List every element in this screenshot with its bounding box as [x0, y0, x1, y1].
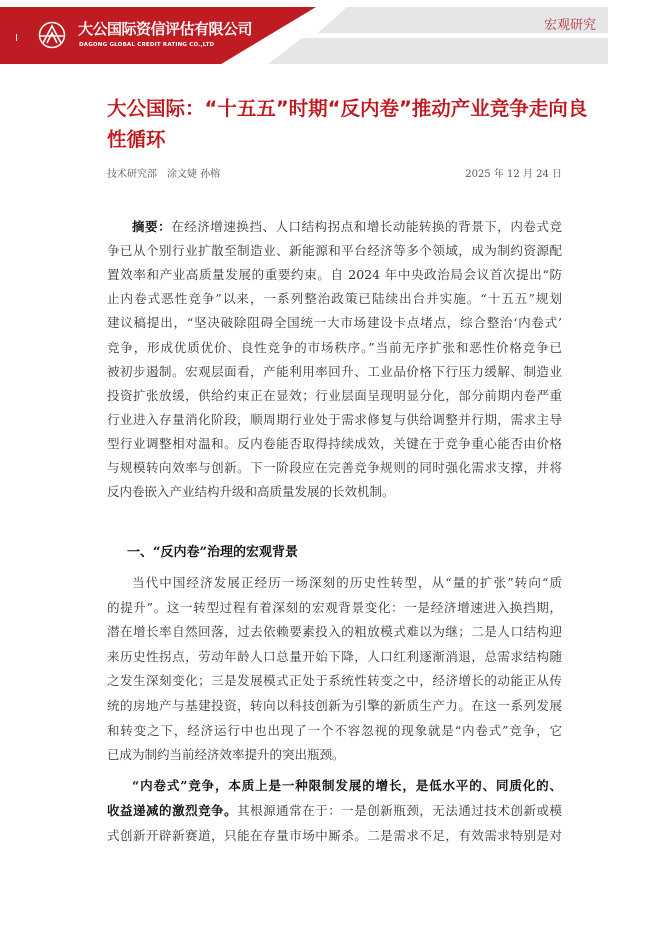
paragraph-line: [107, 460, 562, 476]
body-text: 行业进入存量消化阶段，顺周期行业处于需求修复与供给调整并行期，需求主导: [107, 411, 562, 427]
paragraph-line: [107, 649, 562, 665]
body-text: 来历史性拐点，劳动年龄人口总量开始下降，人口红利逐渐消退，总需求结构随: [107, 648, 562, 664]
paragraph-line: [107, 436, 562, 452]
body-text: 与规模转向效率与创新。下一阶段应在完善竞争规则的同时强化需求支撑，并将: [107, 460, 562, 475]
body-text: 止内卷式恶性竞争”以来，一系列整治政策已陆续出台并实施。“十五五”规划: [107, 291, 562, 307]
bold-text: 收益递减的激烈竞争。: [107, 803, 238, 818]
abstract-label: 摘要：: [132, 219, 172, 234]
paragraph-line: [107, 673, 562, 689]
paragraph-line: [107, 575, 562, 591]
paragraph-line: [107, 364, 562, 380]
company-logo-icon: [38, 21, 66, 49]
paragraph-line: [107, 219, 562, 235]
paragraph-line: [107, 243, 562, 259]
paragraph-line: [107, 291, 562, 307]
paragraph-line: 式创新开辟新赛道，只能在存量市场中厮杀。二是需求不足，有效需求特别是对: [107, 828, 562, 843]
paragraph-line: [107, 803, 562, 819]
paragraph-line: [107, 484, 562, 500]
paragraph-line: [107, 698, 562, 714]
body-text: 反内卷嵌入产业结构升级和高质量发展的长效机制。: [107, 484, 395, 500]
meta-row: [107, 168, 562, 182]
body-text: 其根源通常在于：一是创新瓶颈，无法通过技术创新或模: [237, 803, 562, 818]
company-name-cn: 大公国际资信评估有限公司: [78, 20, 253, 38]
body-text: 竞争，形成优质优价、良性竞争的市场秩序。”当前无序扩张和恶性价格竞争已: [107, 339, 562, 355]
body-text: 已成为制约当前经济效率提升的突出瓶颈。: [107, 747, 345, 763]
paragraph-line: [107, 778, 562, 794]
body-text: 被初步遏制。宏观层面看，产能利用率回升、工业品价格下行压力缓解、制造业: [107, 363, 562, 379]
paragraph-line: [107, 747, 562, 763]
body-text: 在经济增速换挡、人口结构拐点和增长动能转换的背景下，内卷式竞: [171, 219, 562, 234]
title-block: [107, 93, 597, 182]
body-text: 投资扩张放缓，供给约束正在显效；行业层面呈现明显分化，部分前期内卷严重: [107, 387, 562, 403]
paragraph-line: [107, 600, 562, 616]
paragraph-line: [107, 340, 562, 356]
divider: [16, 34, 17, 41]
body-text: 型行业调整相对温和。反内卷能否取得持续成效，关键在于竞争重心能否由价格: [107, 435, 562, 451]
bold-text: “内卷式”竞争，本质上是一种限制发展的增长，是低水平的、同质化的、: [132, 778, 562, 793]
body-text: 置效率和产业高质量发展的重要约束。自 2024 年中央政治局会议首次提出“防: [107, 267, 562, 283]
authors: 技术研究部 涂文婕 孙榕: [107, 169, 221, 180]
paragraph-line: [107, 315, 562, 331]
paragraph-line: [107, 267, 562, 283]
paragraph-line: [107, 388, 562, 404]
body-text: 的提升”。这一转型过程有着深刻的宏观背景变化：一是经济增速进入换挡期，: [107, 599, 562, 615]
report-category: 宏观研究: [543, 18, 596, 33]
body-text: 当代中国经济发展正经历一场深刻的历史性转型，从“量的扩张”转向“质: [132, 575, 562, 590]
body-text: 和转变之下，经济运行中也出现了一个不容忽视的现象就是“内卷式”竞争，它: [107, 722, 562, 738]
report-date: 2025 年 12 月 24 日: [465, 169, 562, 180]
paragraph-line: [107, 723, 562, 739]
section-heading: 一、“反内卷”治理的宏观背景: [127, 545, 298, 560]
company-name-en: DAGONG GLOBAL CREDIT RATING CO.,LTD: [79, 42, 215, 48]
header-decor: [268, 38, 608, 64]
body-text: 统的房地产与基建投资，转向以科技创新为引擎的新质生产力。在这一系列发展: [107, 698, 562, 713]
paragraph-line: [107, 624, 562, 640]
body-text: 之发生深刻变化；三是发展模式正处于系统性转变之中，经济增长的动能正从传: [107, 673, 562, 689]
body-text: 潜在增长率自然回落，过去依赖要素投入的粗放模式难以为继；二是人口结构迎: [107, 624, 562, 640]
body-text: 争已从个别行业扩散至制造业、新能源和平台经济等多个领域，成为制约资源配: [107, 243, 562, 259]
body-text: 建议稿提出，“坚决破除阻碍全国统一大市场建设卡点堵点，综合整治‘内卷式’: [107, 315, 562, 331]
paragraph-line: [107, 412, 562, 428]
page-title: 大公国际：“十五五”时期“反内卷”推动产业竞争走向良性循环: [107, 97, 588, 151]
